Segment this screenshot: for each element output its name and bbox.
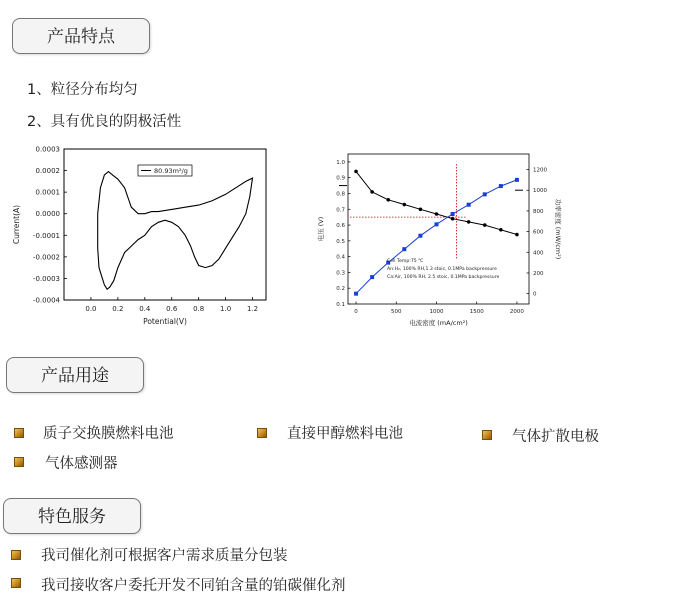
bullet-icon: [14, 428, 24, 438]
bullet-icon: [257, 428, 267, 438]
bullet-icon: [11, 578, 21, 588]
power-density-point: [434, 222, 438, 226]
power-density-point: [467, 203, 471, 207]
pol-y2-tick-label: 200: [533, 270, 544, 277]
pol-x-axis-label: 电流密度 (mA/cm²): [409, 319, 468, 327]
pol-y-axis-label: 电压 (V): [317, 216, 325, 242]
cv-y-axis-label: Current(A): [12, 204, 21, 245]
use-item-1: 质子交换膜燃料电池: [43, 426, 174, 442]
power-density-point: [370, 275, 374, 279]
cv-x-tick-label: 0.0: [85, 305, 97, 313]
use-item-2: 直接甲醇燃料电池: [287, 426, 403, 442]
pol-x-tick-label: 1500: [469, 309, 484, 315]
power-density-point: [515, 178, 519, 182]
cv-y-tick-label: 0.0000: [35, 210, 60, 219]
feature-item-2: 2、具有优良的阴极活性: [27, 114, 182, 130]
voltage-point: [419, 207, 423, 211]
cv-y-tick-label: 0.0003: [35, 145, 60, 154]
polarization-chart: [315, 148, 565, 362]
voltage-point: [483, 223, 487, 227]
voltage-point: [515, 233, 519, 237]
voltage-point: [499, 228, 503, 232]
section-tab-uses[interactable]: 产品用途: [6, 357, 144, 393]
pol-y-tick-label: 0.5: [336, 238, 345, 245]
cv-y-tick-label: 0.0001: [35, 188, 60, 197]
pol-y-tick-label: 0.3: [336, 270, 345, 277]
pol-y-tick-label: 0.7: [336, 207, 345, 214]
cv-x-tick-label: 0.6: [166, 305, 178, 313]
service-item-1: 我司催化剂可根据客户需求质量分包装: [41, 548, 288, 564]
pol-y2-axis-label: 功率密度 (mW/cm²): [554, 198, 562, 260]
pol-x-tick-label: 1000: [429, 309, 444, 315]
cv-x-tick-label: 1.0: [220, 305, 232, 313]
bullet-icon: [482, 430, 492, 440]
cv-chart: [8, 143, 270, 331]
pol-x-tick-label: 2000: [509, 309, 524, 315]
voltage-point: [451, 217, 455, 221]
use-item-3: 气体扩散电极: [512, 429, 599, 445]
cv-y-tick-label: 0.0002: [35, 167, 60, 176]
cv-y-tick-label: -0.0001: [32, 231, 60, 240]
pol-annotation-cathode: Ca:Air, 100% RH, 2.5 stoic, 0.1MPa backpressure: [387, 275, 500, 280]
cv-chart-svg: [8, 143, 270, 331]
pol-y-tick-label: 0.8: [336, 191, 345, 198]
power-density-point: [354, 292, 358, 296]
pol-annotation-anode: An:H₂, 100% RH,1.3 stoic, 0.1MPa backpressure: [387, 267, 497, 272]
pol-y2-tick-label: 1000: [533, 188, 547, 195]
section-tab-features[interactable]: 产品特点: [12, 18, 150, 54]
cv-x-tick-label: 1.2: [246, 305, 259, 313]
pol-y-tick-label: 0.4: [336, 254, 345, 261]
power-density-point: [402, 247, 406, 251]
pol-y2-tick-label: 0: [533, 291, 537, 298]
pol-y-tick-label: 0.1: [336, 302, 345, 308]
cv-series-line: [98, 172, 253, 290]
voltage-point: [467, 220, 471, 224]
voltage-point: [435, 212, 439, 216]
power-density-point: [483, 192, 487, 196]
power-density-point: [451, 212, 455, 216]
cv-legend-label: 80.93m²/g: [154, 167, 188, 175]
cv-y-tick-label: -0.0003: [32, 274, 60, 283]
polarization-chart-svg: [315, 148, 565, 362]
voltage-point: [386, 198, 390, 202]
power-density-point: [418, 234, 422, 238]
service-item-2: 我司接收客户委托开发不同铂含量的铂碳催化剂: [41, 578, 346, 594]
pol-y-tick-label: 1.0: [336, 159, 345, 166]
pol-y2-tick-label: 1200: [533, 167, 547, 174]
use-item-4: 气体感测器: [45, 456, 118, 472]
pol-y2-tick-label: 600: [533, 229, 544, 236]
section-tab-services[interactable]: 特色服务: [3, 498, 141, 534]
pol-x-tick-label: 500: [391, 309, 402, 315]
cv-x-tick-label: 0.8: [193, 305, 205, 313]
cv-y-tick-label: -0.0002: [32, 253, 60, 262]
cv-x-axis-label: Potential(V): [143, 317, 187, 326]
pol-y2-tick-label: 800: [533, 208, 544, 215]
cv-x-tick-label: 0.2: [112, 305, 124, 313]
pol-x-tick-label: 0: [354, 309, 358, 315]
bullet-icon: [11, 550, 21, 560]
pol-y-tick-label: 0.2: [336, 286, 345, 293]
voltage-point: [370, 190, 374, 194]
cv-y-tick-label: -0.0004: [32, 296, 60, 305]
pol-y-tick-label: 0.9: [336, 175, 345, 182]
pol-y-tick-label: 0.6: [336, 223, 345, 230]
feature-item-1: 1、粒径分布均匀: [27, 82, 138, 98]
voltage-point: [354, 170, 358, 174]
power-density-point: [499, 184, 503, 188]
pol-annotation-temp: Cell Temp:75 ℃: [387, 259, 424, 264]
pol-y2-tick-label: 400: [533, 250, 544, 257]
voltage-point: [403, 203, 407, 207]
cv-x-tick-label: 0.4: [139, 305, 151, 313]
bullet-icon: [14, 457, 24, 467]
